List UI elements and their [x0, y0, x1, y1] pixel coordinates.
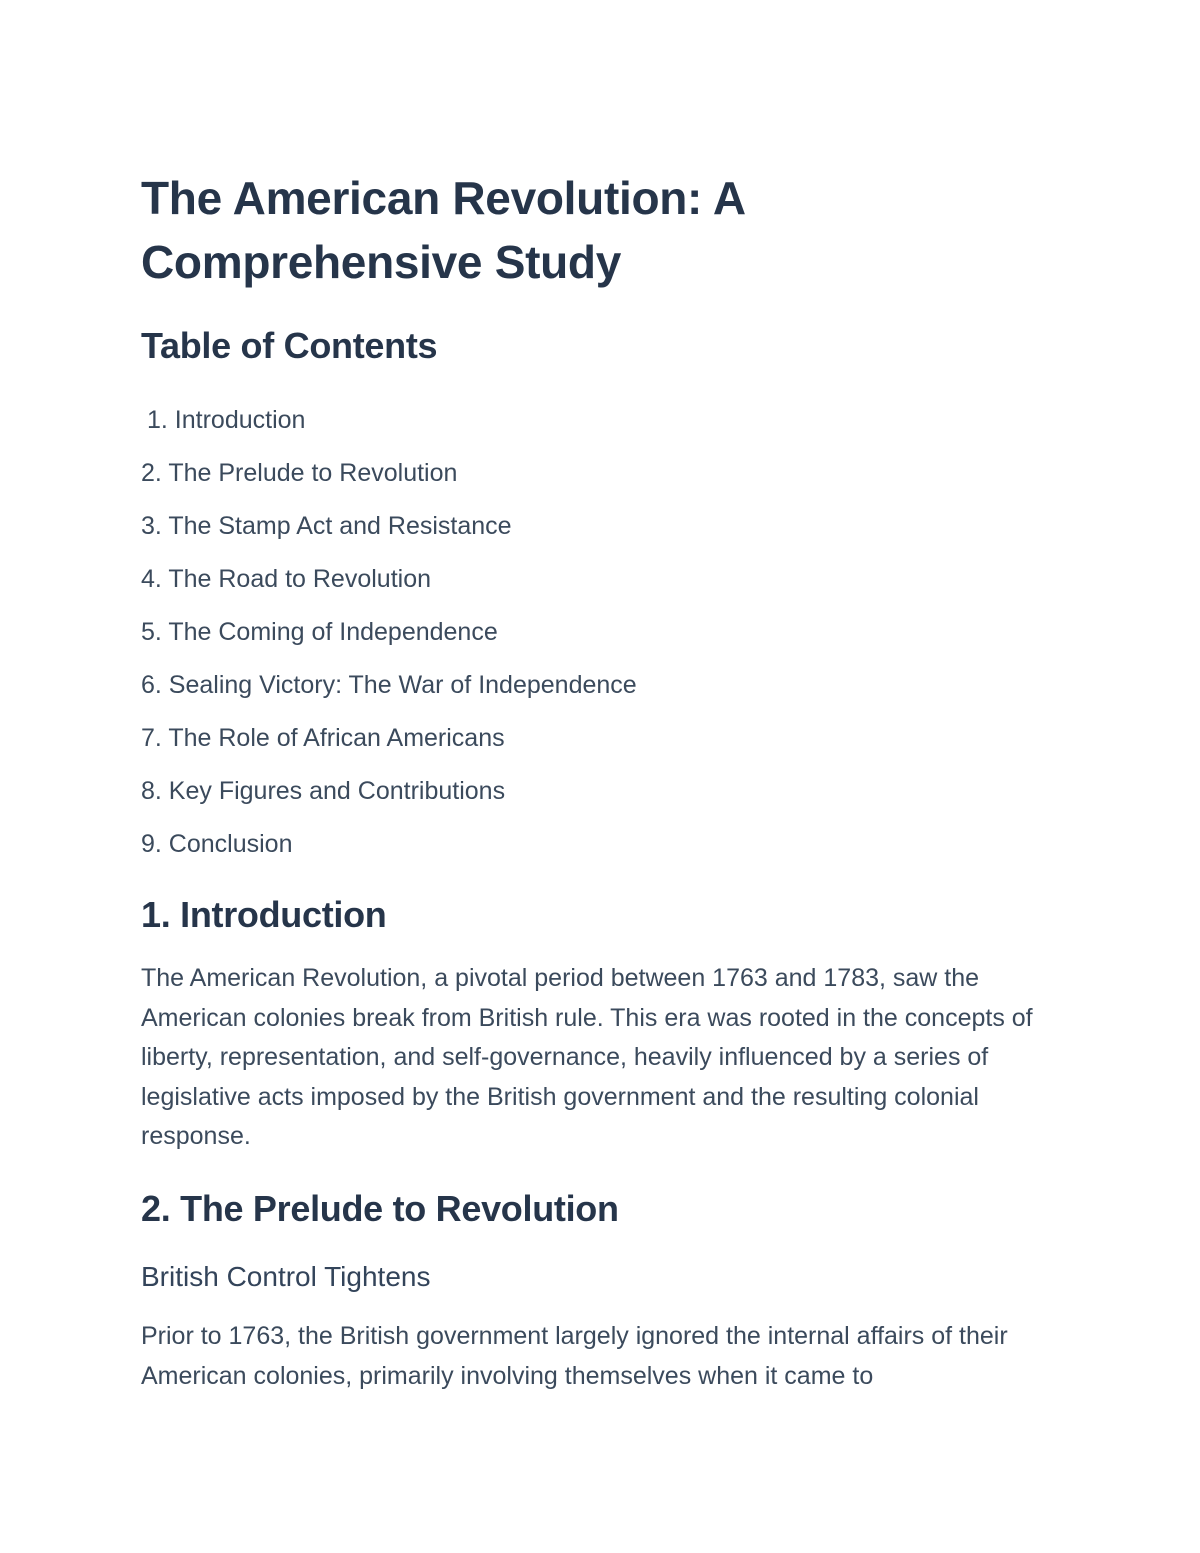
document-page — [141, 166, 1061, 1396]
toc-item-african-americans[interactable]: 7. The Role of African Americans — [141, 724, 505, 752]
prelude-paragraph: Prior to 1763, the British government largely ignored the internal affairs of their American colonies, primarily involving themselves when it came to — [141, 1321, 1008, 1390]
subheading-british-control: British Control Tightens — [141, 1260, 431, 1292]
toc-item-conclusion[interactable]: 9. Conclusion — [141, 830, 293, 858]
table-of-contents — [141, 394, 1061, 871]
section-heading-introduction: 1. Introduction — [141, 894, 387, 935]
toc-item-sealing-victory[interactable]: 6. Sealing Victory: The War of Independence — [141, 671, 637, 699]
toc-item-stamp-act[interactable]: 3. The Stamp Act and Resistance — [141, 512, 512, 540]
toc-item-key-figures[interactable]: 8. Key Figures and Contributions — [141, 777, 506, 805]
section-heading-prelude: 2. The Prelude to Revolution — [141, 1187, 619, 1229]
toc-item-coming-of-independence[interactable]: 5. The Coming of Independence — [141, 618, 498, 646]
toc-heading: Table of Contents — [141, 325, 438, 366]
toc-item-road-to-revolution[interactable]: 4. The Road to Revolution — [141, 565, 432, 593]
introduction-paragraph: The American Revolution, a pivotal period between 1763 and 1783, saw the American colonies break from British rule. This era was rooted in the concepts of liberty, representation, and self-governance, heavily influenced by a series of legislative acts imposed by the British government and the resulting colonial response. — [141, 964, 1033, 1151]
toc-item-prelude[interactable]: 2. The Prelude to Revolution — [141, 459, 458, 487]
toc-item-introduction[interactable]: 1. Introduction — [147, 406, 306, 434]
document-title: The American Revolution: A Comprehensive Study — [141, 172, 745, 288]
